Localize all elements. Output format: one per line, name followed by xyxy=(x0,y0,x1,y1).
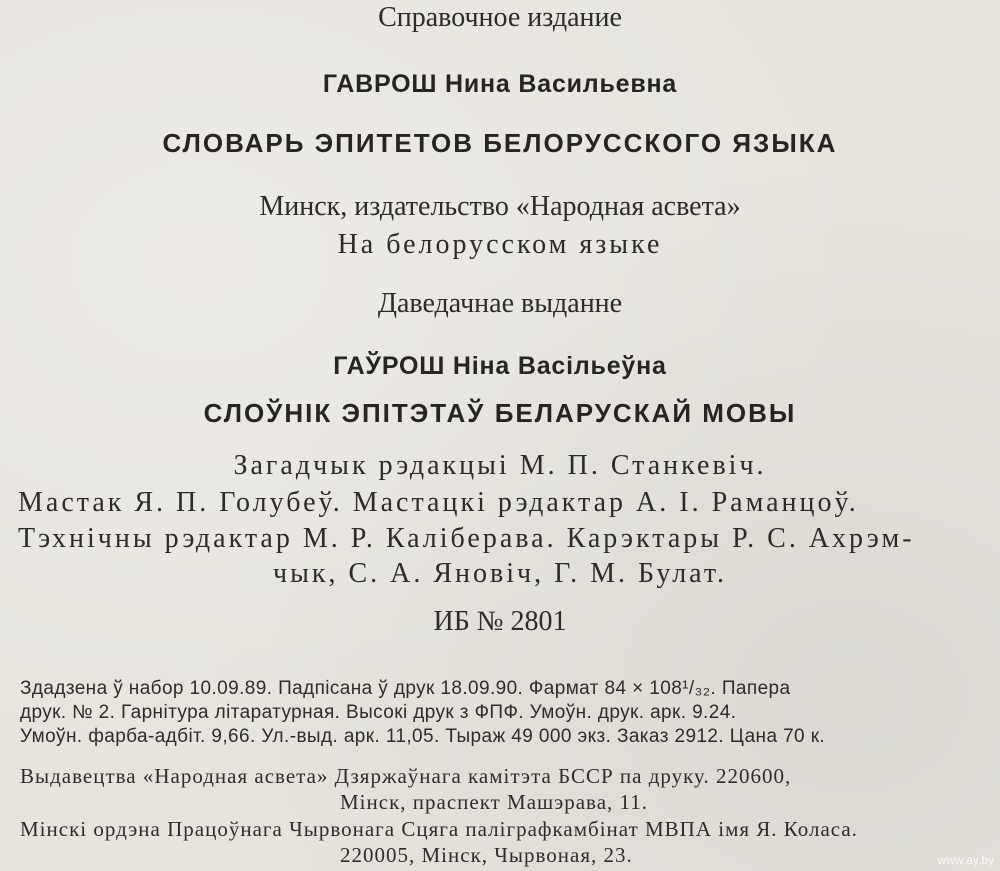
publisher-address-line: Выдавецтва «Народная асвета» Дзяржаўнага камітэта БССР па друку. 220600, xyxy=(20,764,792,788)
print-details-line: друк. № 2. Гарнітура літаратурная. Высокі друк з ФПФ. Умоўн. друк. арк. 9.24. xyxy=(20,702,737,723)
print-details-line: Умоўн. фарба-адбіт. 9,66. Ул.-выд. арк. 11,05. Тыраж 49 000 экз. Заказ 2912. Цана 70 к. xyxy=(20,726,826,747)
by-edition-label: Даведачнае выданне xyxy=(377,288,623,319)
printer-address-line: 220005, Мінск, Чырвоная, 23. xyxy=(340,843,633,867)
publisher-address-line: Мінск, праспект Машэрава, 11. xyxy=(340,790,648,814)
by-title: СЛОЎНІК ЭПІТЭТАЎ БЕЛАРУСКАЙ МОВЫ xyxy=(203,398,797,428)
site-watermark: www.ay.by xyxy=(937,853,994,867)
by-author: ГАЎРОШ Ніна Васільеўна xyxy=(333,352,667,380)
by-credit-line: Мастак Я. П. Голубеў. Мастацкі рэдактар А. І. Раманцоў. xyxy=(18,487,859,518)
print-details-line: Здадзена ў набор 10.09.89. Падпісана ў друк 18.09.90. Фармат 84 × 108¹/₃₂. Папера xyxy=(20,678,791,699)
ib-number: ИБ № 2801 xyxy=(433,606,567,637)
by-credit-line: Загадчык рэдакцыі М. П. Станкевіч. xyxy=(233,450,767,481)
printer-address-line: Мінскі ордэна Працоўнага Чырвонага Сцяга паліграфкамбінат МВПА імя Я. Коласа. xyxy=(20,817,858,841)
ru-publisher: Минск, издательство «Народная асвета» xyxy=(259,191,741,222)
by-credit-line: Тэхнічны рэдактар М. Р. Калiберава. Карэктары Р. С. Ахрэм- xyxy=(18,523,915,554)
ru-title: СЛОВАРЬ ЭПИТЕТОВ БЕЛОРУССКОГО ЯЗЫКА xyxy=(162,128,838,158)
ru-language-note: На белорусском языке xyxy=(337,229,663,260)
by-credit-line: чык, С. А. Яновіч, Г. М. Булат. xyxy=(272,558,728,589)
ru-author: ГАВРОШ Нина Васильевна xyxy=(322,70,678,98)
ru-edition-label: Справочное издание xyxy=(378,2,622,33)
